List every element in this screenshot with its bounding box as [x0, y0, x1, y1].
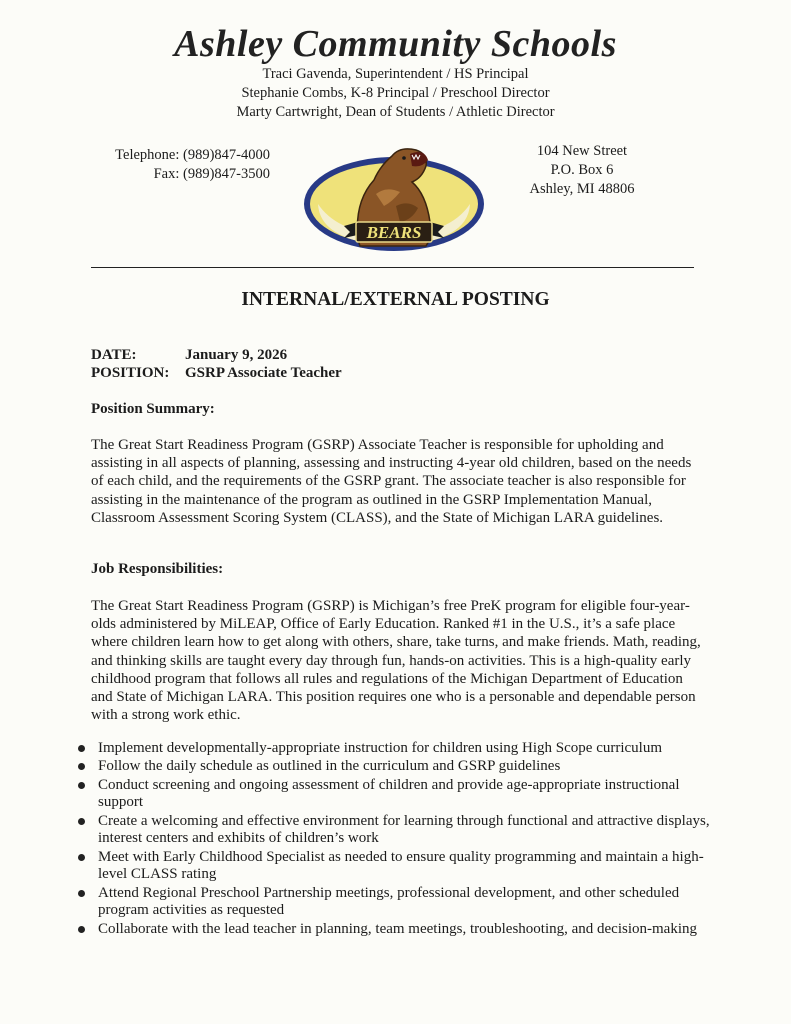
staff-list: [0, 65, 791, 122]
fax: Fax: (989)847-3500: [153, 166, 270, 182]
summary-heading: Position Summary:: [91, 401, 215, 417]
logo-text: BEARS: [366, 223, 422, 242]
address-street: 104 New Street: [536, 143, 628, 159]
address-po-box: P.O. Box 6: [550, 162, 614, 178]
contact-phone-fax: [112, 146, 270, 184]
bullet-icon: [78, 854, 85, 861]
responsibilities-heading: Job Responsibilities:: [91, 561, 224, 577]
list-item: Attend Regional Preschool Partnership meetings, professional development, and other scheduled program activities as requested: [78, 885, 718, 920]
telephone: Telephone: (989)847-4000: [115, 147, 270, 163]
staff-line-principal: Stephanie Combs, K-8 Principal / Preschool Director: [241, 85, 550, 101]
address-city: Ashley, MI 48806: [529, 181, 635, 197]
position-row: [91, 364, 342, 382]
date-label: DATE:: [91, 347, 137, 363]
date-row: [91, 346, 342, 364]
bullet-icon: [78, 763, 85, 770]
list-item: Implement developmentally-appropriate instruction for children using High Scope curriculum: [78, 740, 718, 758]
bullet-icon: [78, 745, 85, 752]
bear-mascot-icon: [300, 142, 486, 262]
list-item: Create a welcoming and effective environment for learning through functional and attractive displays, interest centers and exhibits of children’s work: [78, 813, 718, 848]
bullet-icon: [78, 890, 85, 897]
posting-title: INTERNAL/EXTERNAL POSTING: [241, 289, 550, 310]
address-block: [526, 142, 638, 199]
list-item: Meet with Early Childhood Specialist as needed to ensure quality programming and maintain a high-level CLASS rating: [78, 849, 718, 884]
responsibilities-paragraph: The Great Start Readiness Program (GSRP) is Michigan’s free PreK program for eligible four-year-olds administered by MiLEAP, Office of Early Education. Ranked #1 in the U.S., it’s a safe place where children learn how to get along with others, share, take turns, and make friends. Math, reading, and thinking skills are taught every day through fun, hands-on activities. This is a high-quality early childhood program that follows all rules and regulations of the Michigan Department of Education and State of Michigan LARA. This position requires one who is a personable and dependable person with a strong work ethic.: [91, 598, 701, 724]
list-item: Conduct screening and ongoing assessment of children and provide age-appropriate instructional support: [78, 777, 718, 812]
divider: [91, 267, 694, 268]
summary-paragraph: The Great Start Readiness Program (GSRP) Associate Teacher is responsible for upholding and assisting in all aspects of planning, assessing and instructing 4-year old children, based on the needs of each child, and the requirements of the GSRP grant. The associate teacher is also responsible for assisting in the maintenance of the program as outlined in the GSRP Implementation Manual, Classroom Assessment Scoring System (CLASS), and the State of Michigan LARA guidelines.: [91, 437, 692, 526]
list-item: Collaborate with the lead teacher in planning, team meetings, troubleshooting, and decision-making: [78, 921, 718, 939]
bears-logo: [300, 142, 486, 262]
list-item: Follow the daily schedule as outlined in the curriculum and GSRP guidelines: [78, 758, 718, 776]
bullet-icon: [78, 818, 85, 825]
bullet-icon: [78, 782, 85, 789]
position-label: POSITION:: [91, 365, 170, 381]
school-name: Ashley Community Schools: [174, 23, 617, 65]
bullet-icon: [78, 926, 85, 933]
responsibilities-list: [78, 740, 718, 939]
posting-meta: [91, 346, 342, 382]
staff-line-dean: Marty Cartwright, Dean of Students / Athletic Director: [236, 104, 555, 120]
date-value: January 9, 2026: [185, 347, 288, 363]
staff-line-superintendent: Traci Gavenda, Superintendent / HS Principal: [262, 66, 529, 82]
position-value: GSRP Associate Teacher: [185, 365, 342, 381]
